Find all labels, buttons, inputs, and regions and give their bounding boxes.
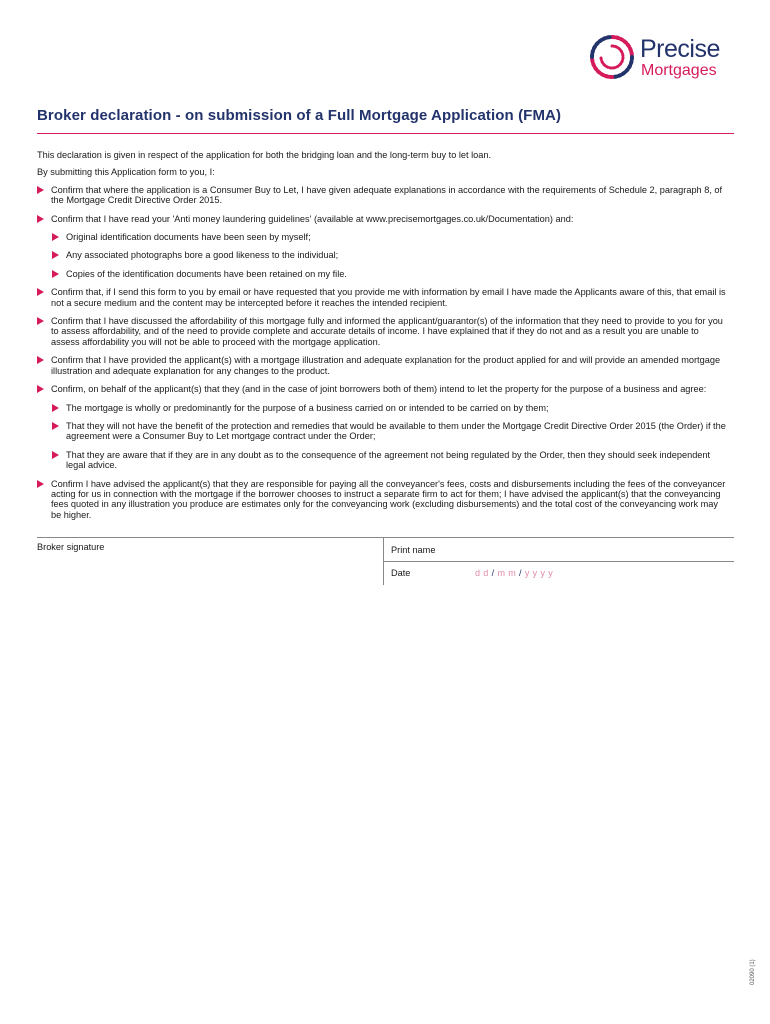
document-code: 02090 (1) <box>750 959 756 985</box>
precise-mortgages-logo <box>588 33 738 83</box>
declaration-subitem <box>37 269 727 279</box>
declaration-subitem <box>37 421 727 442</box>
declaration-body <box>37 150 727 528</box>
page-title: Broker declaration - on submission of a Full Mortgage Application (FMA) <box>37 107 562 124</box>
bullet-arrow-icon <box>52 233 59 241</box>
bullet-arrow-icon <box>52 251 59 259</box>
title-divider <box>37 133 734 134</box>
bullet-arrow-icon <box>37 215 44 223</box>
bullet-arrow-icon <box>37 480 44 488</box>
declaration-item <box>37 384 727 394</box>
declaration-item <box>37 185 727 206</box>
bullet-arrow-icon <box>37 186 44 194</box>
bullet-arrow-icon <box>52 404 59 412</box>
declaration-subitem-text: Original identification documents have been seen by myself; <box>66 232 311 243</box>
declaration-subitem <box>37 450 727 471</box>
declaration-item-text: Confirm that, if I send this form to you by email or have requested that you provide me with information by email I have made the Applicants aware of this, that email is not a secure medium and the content may be intercepted before it reaches the intended recipient. <box>51 287 726 308</box>
declaration-subitem-text: That they are aware that if they are in any doubt as to the consequence of the agreement not being regulated by the Order, then they should seek independent legal advice. <box>66 449 711 471</box>
date-separator: / <box>491 568 495 578</box>
bullet-arrow-icon <box>37 356 44 364</box>
date-field[interactable] <box>415 568 553 578</box>
bullet-arrow-icon <box>52 422 59 430</box>
declaration-item-text: Confirm that I have read your 'Anti money laundering guidelines' (available at www.precisemortgages.co.uk/Documentation) and: <box>51 213 574 224</box>
date-month: m m <box>497 568 517 578</box>
logo-word-precise: Precise <box>640 35 720 63</box>
declaration-item-text: Confirm I have advised the applicant(s) that they are responsible for paying all the conveyancer's fees, costs and disbursements including the fees of the conveyancer acting for us in connection with the mortgage if the borrower chooses to instruct a separate firm to act for them; I have advised the applicant(s) that the conveyancing fees quoted in any illustration you produce are estimates only for the conveyancing work (excluding disbursements) and the total cost of the conveyancing work may be higher. <box>51 478 726 520</box>
declaration-item <box>37 355 727 376</box>
date-day: d d <box>475 568 489 578</box>
broker-signature-field[interactable]: Broker signature <box>37 542 105 552</box>
logo-word-mortgages: Mortgages <box>641 62 717 79</box>
bullet-arrow-icon <box>52 451 59 459</box>
declaration-item-text: Confirm that I have discussed the affordability of this mortgage fully and informed the applicant/guarantor(s) of the information that they need to provide to you for you to assess affordability, and of the need to provide complete and accurate details of income. I have explained that if they do not and as a result you are unable to assess affordability you will not be able to proceed with the mortgage application. <box>51 316 723 347</box>
declaration-subitem <box>37 232 727 242</box>
signature-top-rule <box>37 537 734 538</box>
logo-swirl-icon <box>588 33 636 81</box>
declaration-subitem <box>37 403 727 413</box>
declaration-item <box>37 214 727 224</box>
declaration-subitem-text: Copies of the identification documents have been retained on my file. <box>66 268 347 279</box>
declaration-subitem-text: Any associated photographs bore a good likeness to the individual; <box>66 250 339 261</box>
bullet-arrow-icon <box>37 317 44 325</box>
print-name-field[interactable]: Print name <box>391 545 436 555</box>
lead-text: By submitting this Application form to you, I: <box>37 167 215 178</box>
bullet-arrow-icon <box>37 385 44 393</box>
declaration-item-text: Confirm that where the application is a Consumer Buy to Let, I have given adequate explanations in accordance with the requirements of Schedule 2, paragraph 8, of the Mortgage Credit Directive Order 2015. <box>51 184 723 206</box>
intro-text: This declaration is given in respect of the application for both the bridging loan and the long-term buy to let loan. <box>37 150 492 160</box>
date-year: y y y y <box>524 568 554 578</box>
declaration-subitem <box>37 250 727 260</box>
signature-block <box>37 537 734 585</box>
declaration-subitem-text: The mortgage is wholly or predominantly for the purpose of a business carried on or intended to be carried on by them; <box>66 402 549 413</box>
declaration-subitem-text: That they will not have the benefit of the protection and remedies that would be available to them under the Mortgage Credit Directive Order 2015 (the Order) if the agreement were a Consumer Buy to Let mortgage contract under the Order; <box>66 420 726 442</box>
declaration-item <box>37 316 727 347</box>
bullet-arrow-icon <box>37 288 44 296</box>
declaration-item-text: Confirm, on behalf of the applicant(s) that they (and in the case of joint borrowers both of them) intend to let the property for the purpose of a business and agree: <box>51 384 707 395</box>
signature-row-divider <box>383 561 734 562</box>
date-label: Date <box>391 568 411 578</box>
bullet-arrow-icon <box>52 270 59 278</box>
date-separator: / <box>519 568 522 578</box>
declaration-item-text: Confirm that I have provided the applicant(s) with a mortgage illustration and adequate explanation for the product applied for and will provide an amended mortgage illustration and adequate explanation for any changes to the product. <box>51 355 721 376</box>
declaration-item <box>37 287 727 308</box>
declaration-item <box>37 479 727 521</box>
